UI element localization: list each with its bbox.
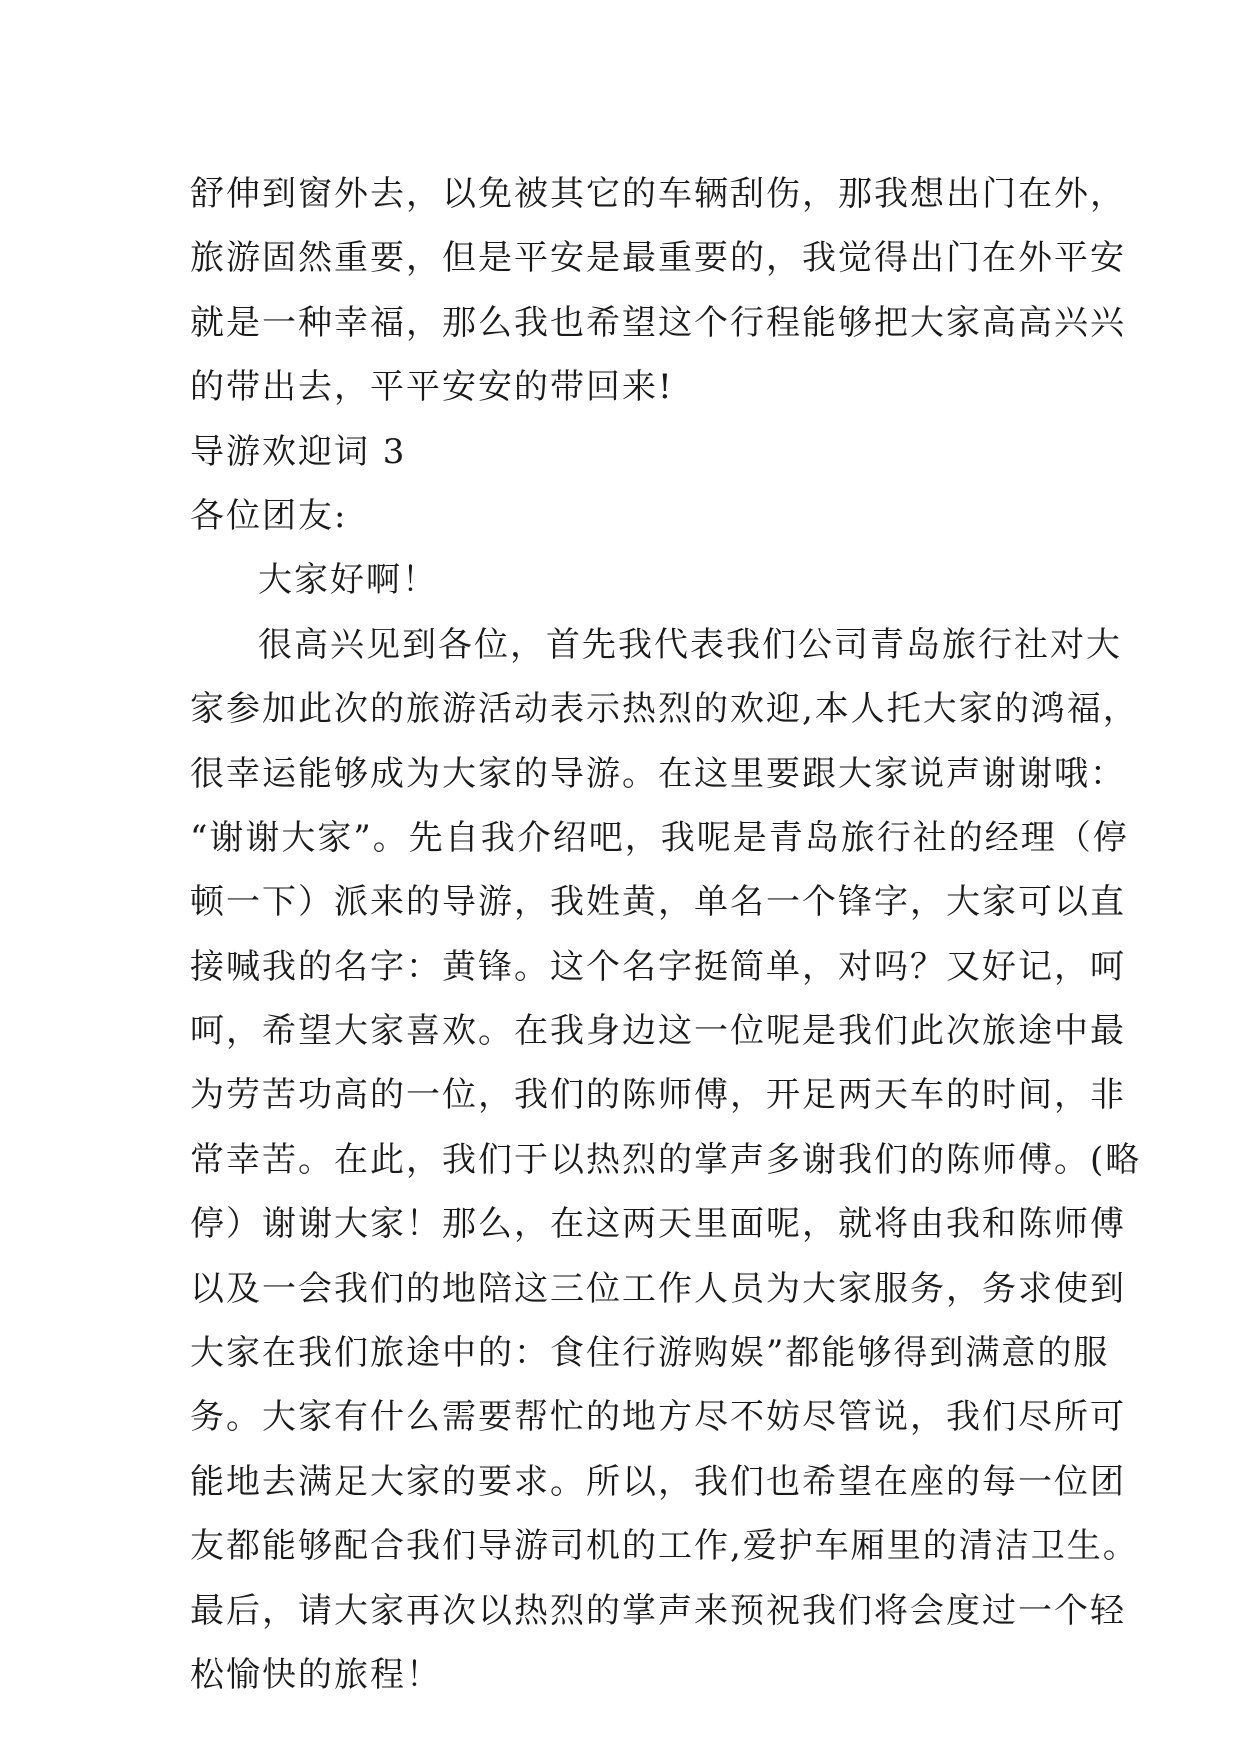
section-heading: 导游欢迎词 3 bbox=[190, 431, 407, 472]
text-line: 呵，希望大家喜欢。在我身边这一位呢是我们此次旅途中最 bbox=[190, 1011, 1126, 1052]
salutation: 各位团友: bbox=[190, 495, 348, 536]
text-line: 顿一下）派来的导游，我姓黄，单名一个锋字，大家可以直 bbox=[190, 882, 1126, 923]
text-line: 很幸运能够成为大家的导游。在这里要跟大家说声谢谢哦： bbox=[190, 753, 1126, 794]
text-line: 的带出去，平平安安的带回来! bbox=[190, 367, 674, 408]
text-line: 最后，请大家再次以热烈的掌声来预祝我们将会度过一个轻 bbox=[190, 1590, 1126, 1631]
text-line: 舒伸到窗外去，以免被其它的车辆刮伤，那我想出门在外， bbox=[190, 174, 1126, 214]
greeting-line: 大家好啊！ bbox=[258, 560, 438, 601]
text-line: 接喊我的名字：黄锋。这个名字挺简单，对吗？又好记，呵 bbox=[190, 946, 1126, 987]
text-line: 常幸苦。在此，我们于以热烈的掌声多谢我们的陈师傅。(略 bbox=[190, 1139, 1142, 1180]
text-line: 以及一会我们的地陪这三位工作人员为大家服务，务求使到 bbox=[190, 1268, 1126, 1309]
text-line: 能地去满足大家的要求。所以，我们也希望在座的每一位团 bbox=[190, 1461, 1126, 1502]
text-line: 家参加此次的旅游活动表示热烈的欢迎,本人托大家的鸿福， bbox=[190, 689, 1139, 730]
text-line: “谢谢大家”。先自我介绍吧，我呢是青岛旅行社的经理（停 bbox=[190, 817, 1129, 858]
document-body bbox=[190, 162, 1142, 1707]
text-line: 就是一种幸福，那么我也希望这个行程能够把大家高高兴兴 bbox=[190, 302, 1126, 343]
text-line: 务。大家有什么需要帮忙的地方尽不妨尽管说，我们尽所可 bbox=[190, 1397, 1126, 1438]
paragraph-start-line: 很高兴见到各位，首先我代表我们公司青岛旅行社对大 bbox=[258, 624, 1122, 665]
text-line: 为劳苦功高的一位，我们的陈师傅，开足两天车的时间，非 bbox=[190, 1075, 1126, 1116]
text-line: 停）谢谢大家！那么，在这两天里面呢，就将由我和陈师傅 bbox=[190, 1204, 1126, 1245]
text-line: 大家在我们旅途中的：食住行游购娱”都能够得到满意的服 bbox=[190, 1333, 1110, 1374]
text-line: 旅游固然重要，但是平安是最重要的，我觉得出门在外平安 bbox=[190, 238, 1126, 279]
text-line: 松愉快的旅程！ bbox=[190, 1654, 442, 1695]
text-line: 友都能够配合我们导游司机的工作,爱护车厢里的清洁卫生。 bbox=[190, 1526, 1139, 1567]
